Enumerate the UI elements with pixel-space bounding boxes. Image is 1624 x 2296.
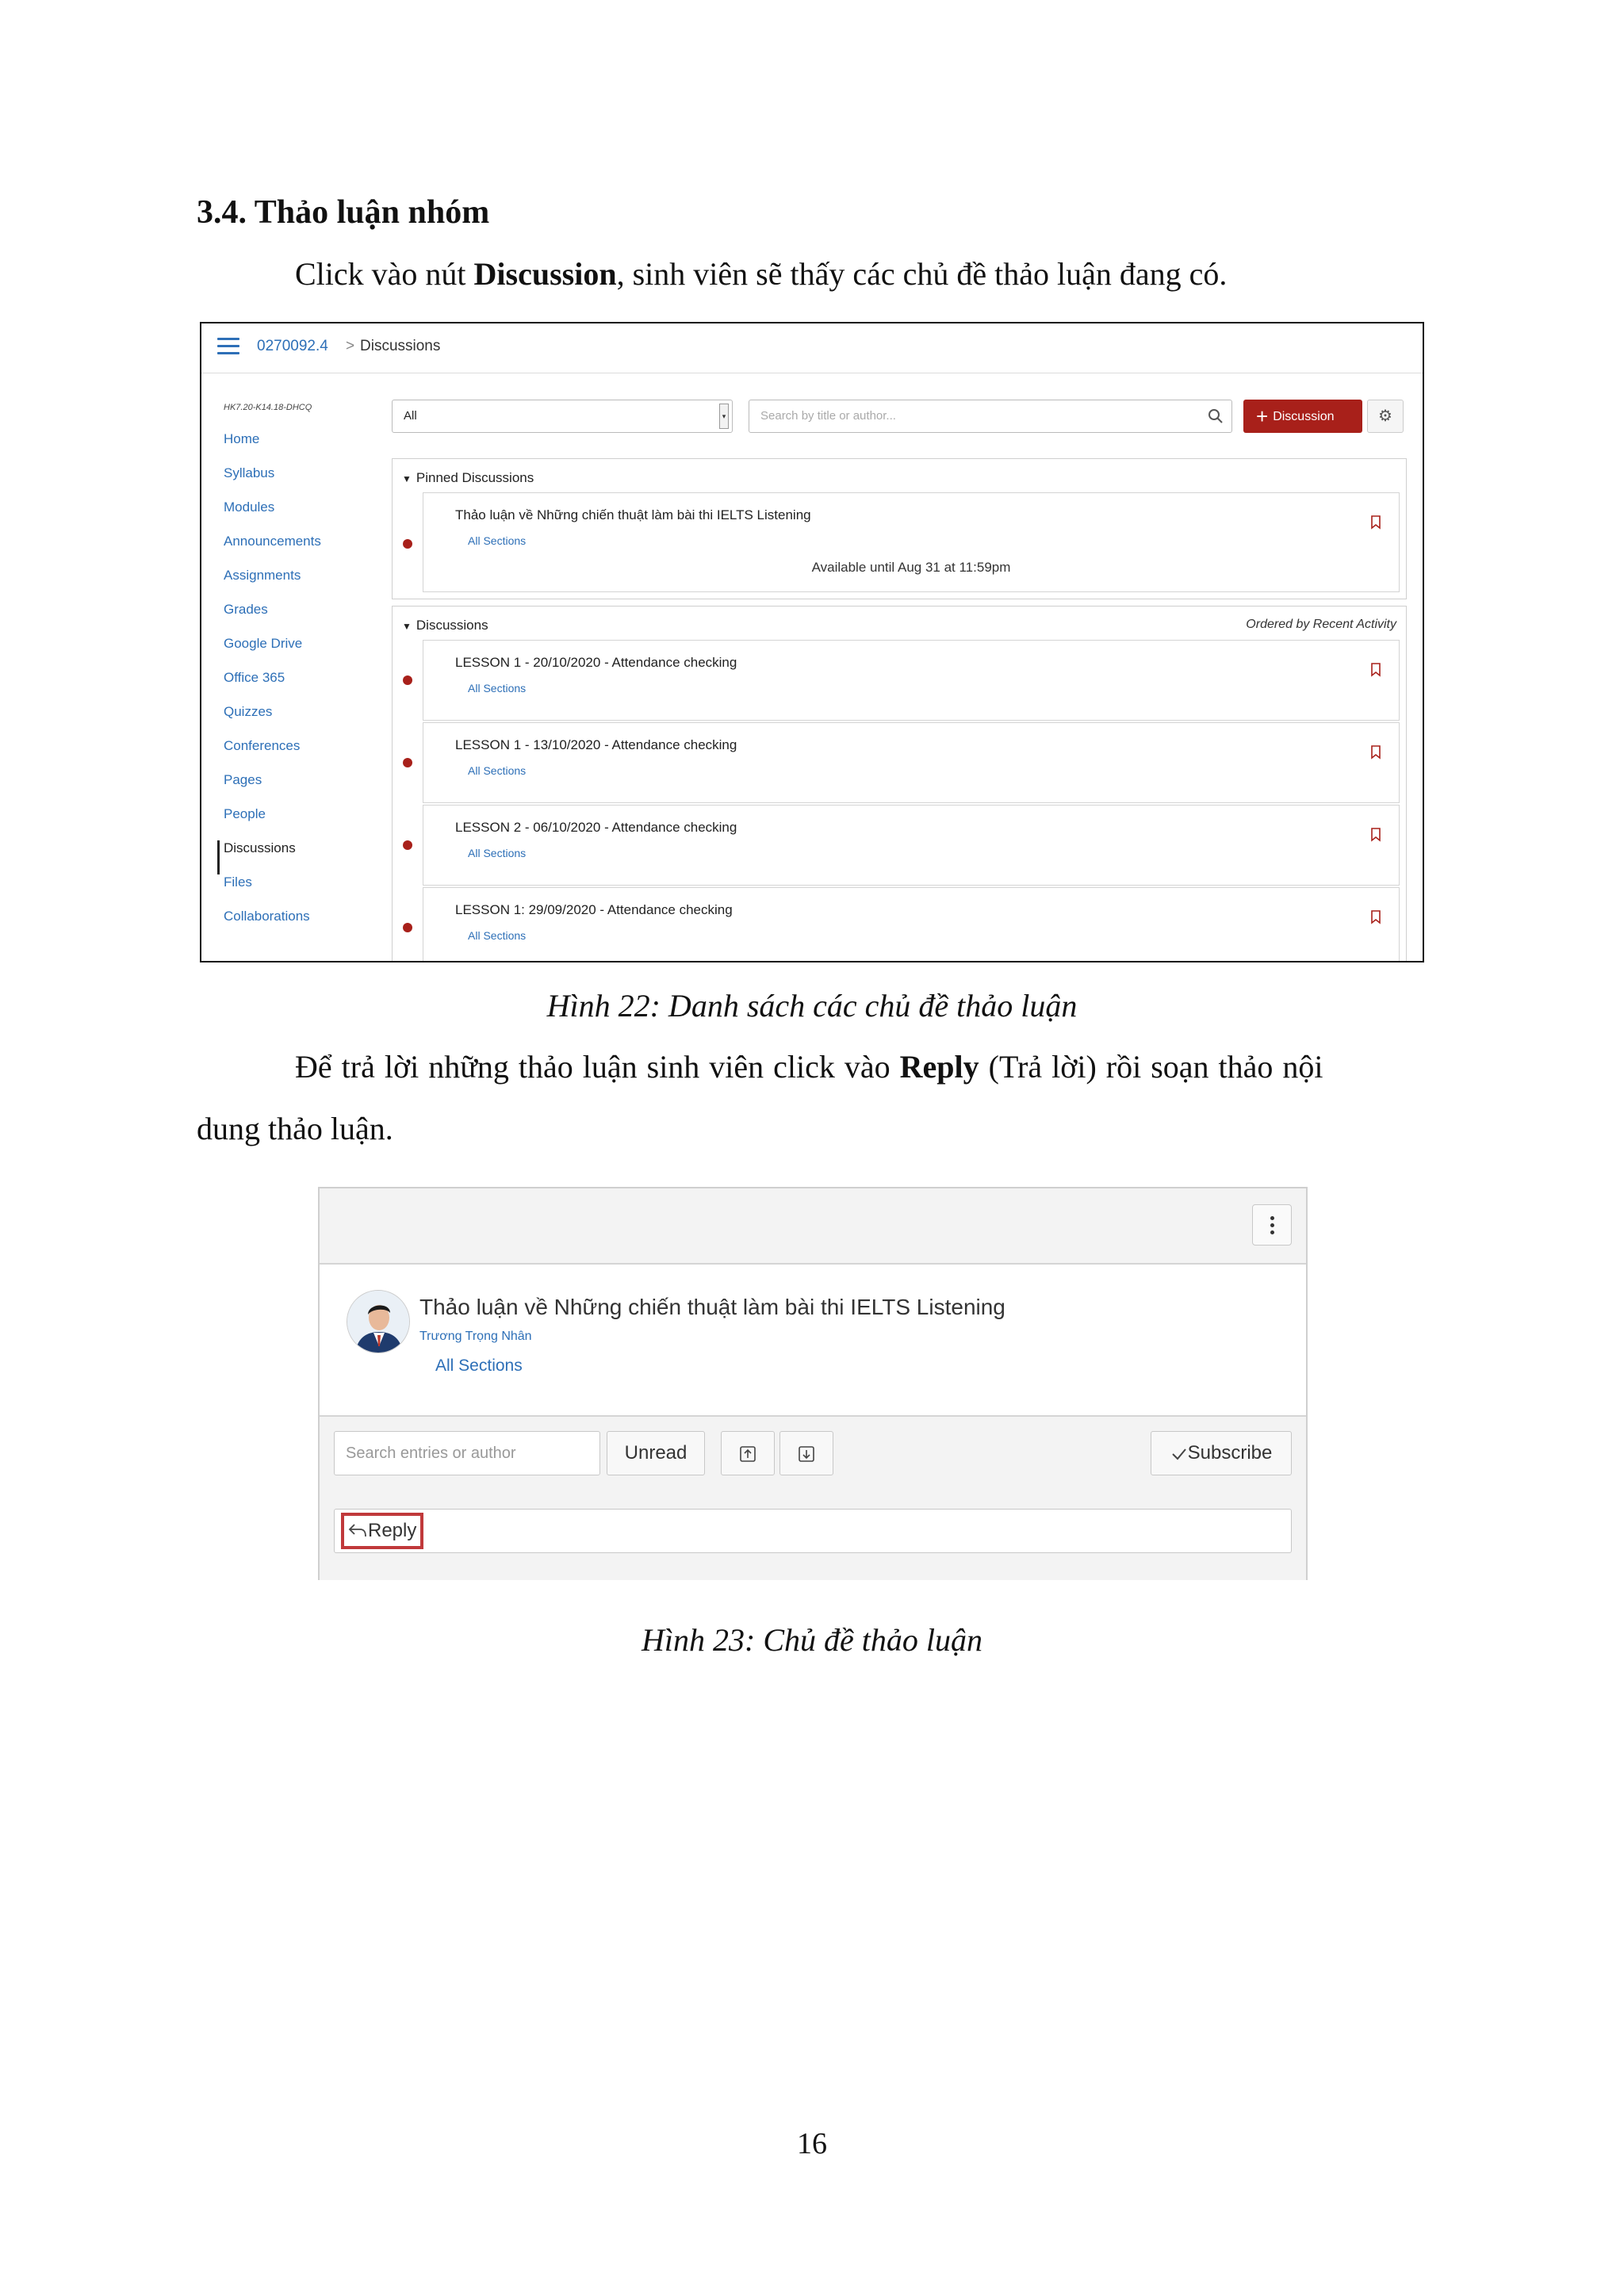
- pinned-discussions-group: [392, 458, 1407, 599]
- pinned-group-title[interactable]: ▼ Pinned Discussions: [402, 470, 534, 485]
- collapse-replies-button[interactable]: [721, 1431, 775, 1475]
- nav-item-quizzes[interactable]: Quizzes: [224, 704, 273, 719]
- nav-item-syllabus[interactable]: Syllabus: [224, 465, 275, 480]
- discussion-item[interactable]: [423, 722, 1400, 803]
- discussion-item[interactable]: [423, 640, 1400, 721]
- figure-22-caption: Hình 22: Danh sách các chủ đề thảo luận: [546, 988, 1078, 1024]
- unread-button[interactable]: Unread: [607, 1431, 705, 1475]
- topic-header: [320, 1188, 1306, 1265]
- bold-reply: Reply: [899, 1049, 979, 1085]
- nav-item-pages[interactable]: Pages: [224, 772, 262, 787]
- chevron-down-icon: ▼: [402, 621, 412, 632]
- discussion-sections[interactable]: All Sections: [468, 929, 527, 942]
- nav-item-files[interactable]: Files: [224, 874, 252, 890]
- search-discussions-input[interactable]: Search by title or author...: [749, 400, 1232, 433]
- reply-arrow-icon: [347, 1522, 368, 1538]
- nav-item-home[interactable]: Home: [224, 431, 260, 446]
- topic-sections[interactable]: All Sections: [435, 1357, 523, 1375]
- nav-item-assignments[interactable]: Assignments: [224, 568, 301, 583]
- avatar[interactable]: [347, 1290, 410, 1353]
- unread-dot-icon: [403, 758, 412, 767]
- subscribe-button[interactable]: Subscribe: [1151, 1431, 1292, 1475]
- chevron-down-icon: ▼: [402, 473, 412, 484]
- reply-button[interactable]: Reply: [341, 1513, 423, 1549]
- topic-title: Thảo luận về Những chiến thuật làm bài thi IELTS Listening: [419, 1295, 1005, 1319]
- bookmark-icon[interactable]: [1370, 910, 1381, 924]
- bookmark-icon[interactable]: [1370, 663, 1381, 677]
- pinned-discussion-item[interactable]: [423, 492, 1400, 592]
- checkmark-icon: [1170, 1445, 1188, 1463]
- top-bar: [201, 323, 1423, 373]
- discussion-sections[interactable]: All Sections: [468, 764, 527, 777]
- section-heading: 3.4. Thảo luận nhóm: [197, 194, 490, 231]
- figure-discussion-topic: [318, 1187, 1308, 1580]
- discussion-title[interactable]: LESSON 2 - 06/10/2020 - Attendance checking: [455, 820, 737, 835]
- discussions-group: [392, 606, 1407, 962]
- nav-item-people[interactable]: People: [224, 806, 266, 821]
- add-discussion-button[interactable]: + Discussion: [1243, 400, 1362, 433]
- nav-item-google-drive[interactable]: Google Drive: [224, 636, 303, 651]
- expand-down-icon: [797, 1445, 816, 1464]
- collapse-up-icon: [738, 1445, 757, 1464]
- ordered-label: Ordered by Recent Activity: [1246, 618, 1396, 631]
- expand-replies-button[interactable]: [779, 1431, 833, 1475]
- discussion-item[interactable]: [423, 887, 1400, 962]
- nav-item-grades[interactable]: Grades: [224, 602, 268, 617]
- select-arrow-icon: ▾: [719, 404, 729, 429]
- search-icon: [1208, 408, 1224, 424]
- bold-discussion: Discussion: [473, 256, 617, 292]
- breadcrumb-course[interactable]: 0270092.4: [257, 338, 328, 354]
- nav-item-conferences[interactable]: Conferences: [224, 738, 301, 753]
- unread-dot-icon: [403, 539, 412, 549]
- breadcrumb-separator: >: [346, 338, 355, 354]
- discussion-title[interactable]: LESSON 1 - 20/10/2020 - Attendance checking: [455, 655, 737, 670]
- nav-item-collaborations[interactable]: Collaborations: [224, 909, 310, 924]
- figure-23-caption: Hình 23: Chủ đề thảo luận: [642, 1622, 982, 1658]
- bookmark-icon[interactable]: [1370, 515, 1381, 530]
- term-label: HK7.20-K14.18-DHCQ: [224, 403, 312, 412]
- paragraph-intro: Click vào nút Discussion, sinh viên sẽ thấy các chủ đề thảo luận đang có.: [295, 256, 1228, 292]
- reply-bar[interactable]: [334, 1509, 1292, 1553]
- unread-dot-icon: [403, 840, 412, 850]
- paragraph-reply-line1: Để trả lời những thảo luận sinh viên click vào Reply (Trả lời) rồi soạn thảo nội: [295, 1049, 1323, 1085]
- unread-dot-icon: [403, 923, 412, 932]
- nav-item-office-365[interactable]: Office 365: [224, 670, 285, 685]
- nav-item-announcements[interactable]: Announcements: [224, 534, 321, 549]
- discussions-group-title[interactable]: ▼ Discussions: [402, 618, 488, 633]
- discussion-availability: Available until Aug 31 at 11:59pm: [811, 560, 1011, 575]
- figure-discussions-list: [200, 322, 1424, 962]
- discussion-item[interactable]: [423, 805, 1400, 886]
- course-nav: [217, 431, 392, 943]
- topic-toolbar: [320, 1415, 1306, 1494]
- discussion-sections[interactable]: All Sections: [468, 682, 527, 695]
- search-entries-input[interactable]: Search entries or author: [334, 1431, 600, 1475]
- more-options-icon[interactable]: [1252, 1204, 1292, 1246]
- settings-gear-icon[interactable]: ⚙: [1367, 400, 1404, 433]
- discussion-sections[interactable]: All Sections: [468, 534, 527, 547]
- discussion-title[interactable]: LESSON 1: 29/09/2020 - Attendance checking: [455, 902, 733, 917]
- topic-author[interactable]: Trương Trọng Nhân: [419, 1330, 532, 1343]
- nav-item-modules[interactable]: Modules: [224, 499, 275, 515]
- filter-select[interactable]: All ▾: [392, 400, 733, 433]
- breadcrumb-current: Discussions: [360, 338, 441, 354]
- paragraph-reply-line2: dung thảo luận.: [197, 1111, 393, 1146]
- reply-area: [320, 1491, 1306, 1580]
- unread-dot-icon: [403, 675, 412, 685]
- discussion-title[interactable]: LESSON 1 - 13/10/2020 - Attendance checking: [455, 737, 737, 752]
- nav-item-discussions[interactable]: Discussions: [217, 840, 392, 874]
- discussion-title[interactable]: Thảo luận về Những chiến thuật làm bài thi IELTS Listening: [455, 507, 811, 522]
- hamburger-menu-icon[interactable]: [217, 338, 239, 355]
- bookmark-icon[interactable]: [1370, 745, 1381, 760]
- avatar-person-icon: [347, 1291, 410, 1353]
- topic-post: [320, 1265, 1306, 1415]
- page-number: 16: [797, 2127, 827, 2160]
- bookmark-icon[interactable]: [1370, 828, 1381, 842]
- plus-icon: +: [1256, 404, 1269, 428]
- discussion-sections[interactable]: All Sections: [468, 847, 527, 859]
